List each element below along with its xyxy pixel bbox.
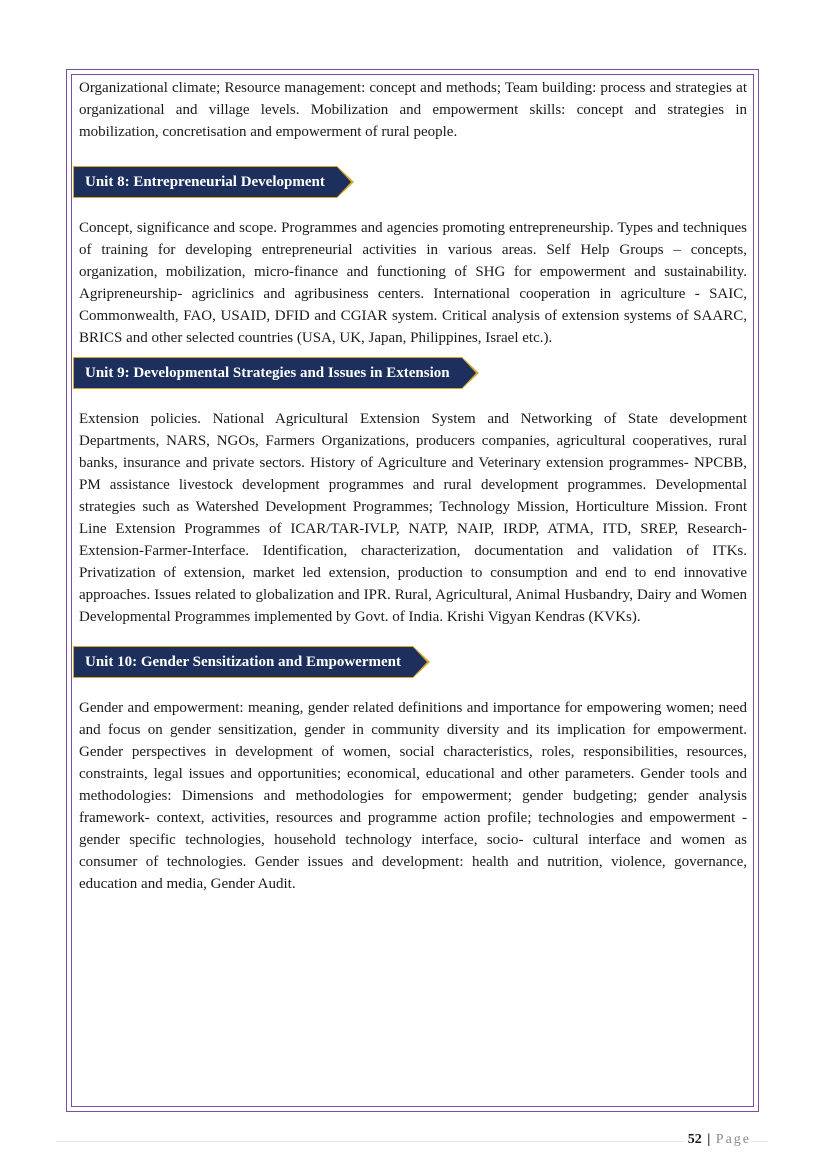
footer-rule [56,1141,768,1142]
page-separator: | [707,1132,711,1147]
unit-9-body: Extension policies. National Agricultural Extension System and Networking of State development Departments, NARS, NGOs, Farmers Organizations, producers companies, agricultural cooperatives, rural banks, insurance and private sectors. History of Agriculture and Veterinary extension programmes- NPCBB, PM assistance livestock development programmes and rural development programmes. Developmental strategies such as Watershed Development Programmes; Technology Mission, Horticulture Mission. Front Line Extension Programmes of ICAR/TAR-IVLP, NATP, NAIP, IRDP, ATMA, ITD, SREP, Research-Extension-Farmer-Interface. Identification, characterization, documentation and validation of ITKs. Privatization of extension, market led extension, production to consumption and end to end innovative approaches. Issues related to globalization and IPR. Rural, Agricultural, Animal Husbandry, Dairy and Women Developmental Programmes implemented by Govt. of India. Krishi Vigyan Kendras (KVKs). [79,411,747,625]
unit-10-heading [73,646,413,678]
unit-9-title: Unit 9: Developmental Strategies and Issues in Extension [85,365,450,381]
unit-9-heading [73,357,462,389]
page-footer [684,1131,751,1149]
page-content [79,77,747,895]
unit-10-title: Unit 10: Gender Sensitization and Empowerment [85,654,401,670]
unit-8-body: Concept, significance and scope. Programmes and agencies promoting entrepreneurship. Types and techniques of training for developing entrepreneurial activities in various areas. Self Help Groups – concepts, organization, mobilization, micro-finance and functioning of SHG for empowerment and sustainability. Agripreneurship- agriclinics and agribusiness centers. International cooperation in agriculture - SAIC, Commonwealth, FAO, USAID, DFID and CGIAR system. Critical analysis of extension systems of SAARC, BRICS and other selected countries (USA, UK, Japan, Philippines, Israel etc.). [79,220,747,346]
page-label: Page [715,1132,751,1147]
intro-paragraph: Organizational climate; Resource management: concept and methods; Team building: process and strategies at organizational and village levels. Mobilization and empowerment skills: concept and strategies in mobilization, concretisation and empowerment of rural people. [79,80,747,140]
unit-8-heading [73,166,337,198]
unit-10-body: Gender and empowerment: meaning, gender related definitions and importance for empowering women; need and focus on gender sensitization, gender in community diversity and its implication for empowerment. Gender perspectives in development of women, social characteristics, roles, responsibilities, resources, constraints, legal issues and opportunities; economical, educational and other parameters. Gender tools and methodologies: Dimensions and methodologies for empowerment; gender budgeting; gender analysis framework- context, activities, resources and programme action profile; technologies and empowerment - gender specific technologies, household technology interface, socio- cultural interface and women as consumer of technologies. Gender issues and development: health and nutrition, violence, governance, education and media, Gender Audit. [79,700,747,892]
page-number: 52 [687,1132,702,1147]
unit-8-title: Unit 8: Entrepreneurial Development [85,174,325,190]
